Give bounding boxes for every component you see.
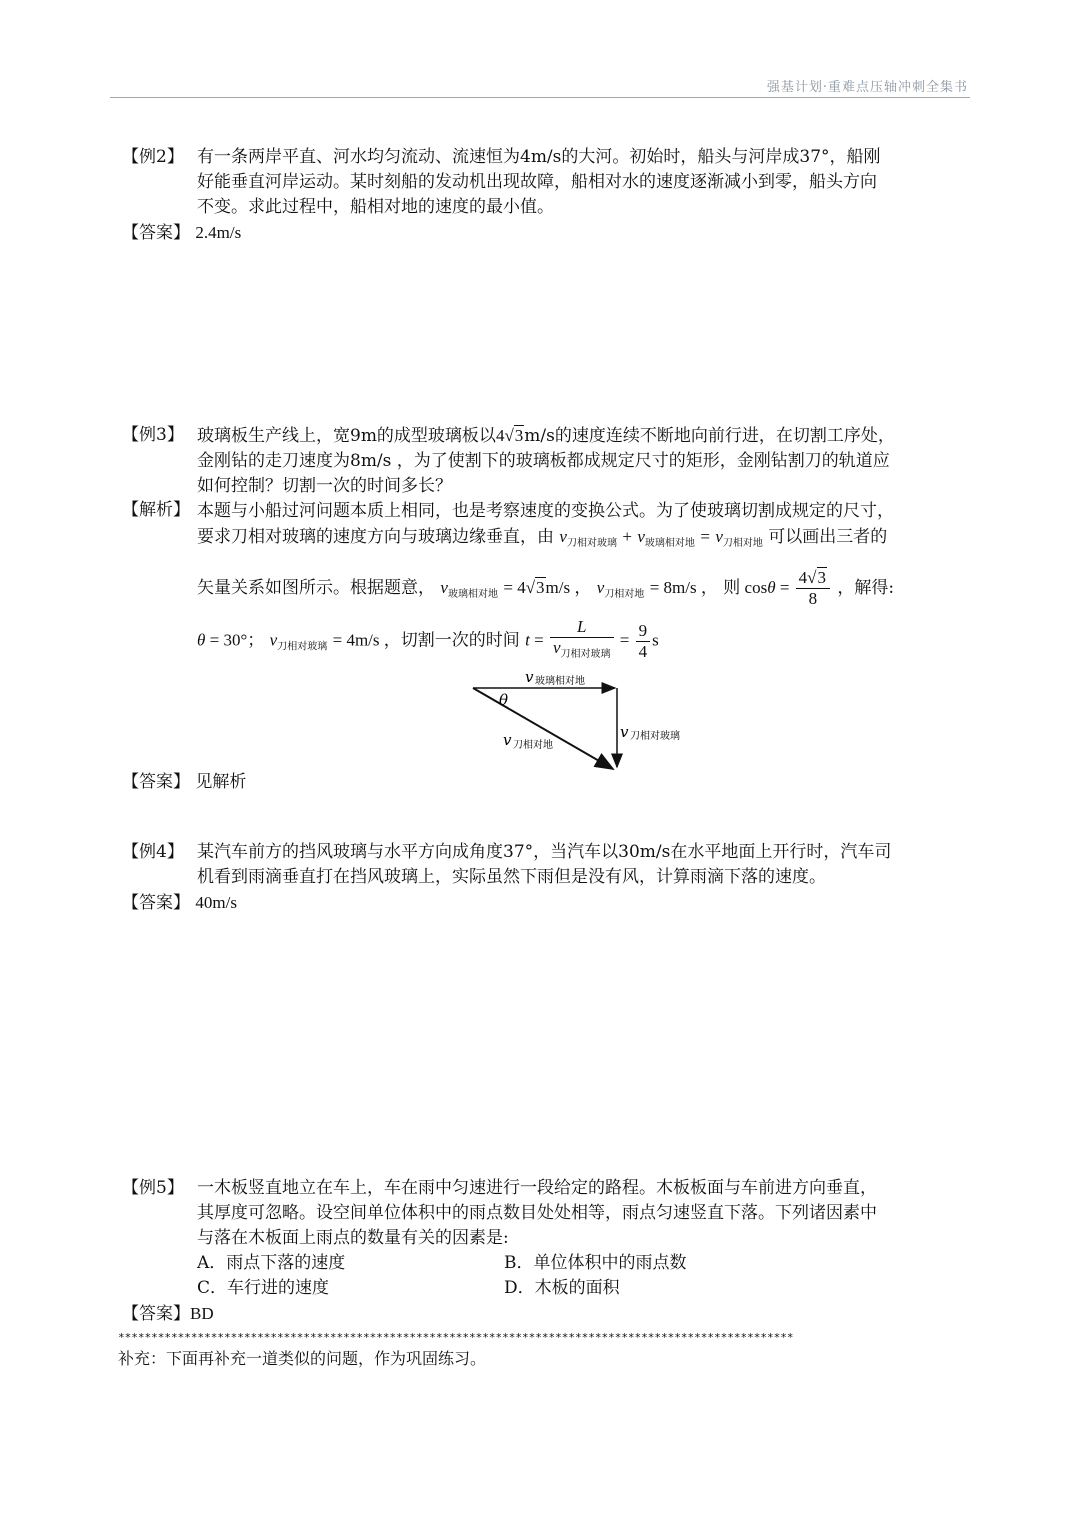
example-5 xyxy=(122,1176,972,1327)
label-right-sub: 刀相对玻璃 xyxy=(630,731,680,742)
example-4-answer xyxy=(122,890,972,916)
analysis-line xyxy=(197,524,972,556)
numerator: 9 xyxy=(636,621,651,642)
option-d: D．木板的面积 xyxy=(504,1278,620,1298)
theta: θ xyxy=(767,578,776,597)
math: = 8m/s ， xyxy=(649,578,718,597)
label-top-sub: 玻璃相对地 xyxy=(535,676,585,687)
example-2 xyxy=(122,145,972,246)
label-hyp: v xyxy=(503,731,512,749)
v-symbol: v xyxy=(553,638,561,657)
v-symbol: v xyxy=(269,630,278,650)
math: m/s ， xyxy=(545,578,592,597)
numerator: 4 xyxy=(798,568,808,587)
example-2-line: 有一条两岸平直、河水均匀流动、流速恒为4m/s的大河。初始时，船头与河岸成37°，船刚 xyxy=(197,147,881,167)
math-4: 4 xyxy=(495,426,505,445)
separator-stars: ****************************************************************************************************** xyxy=(118,1331,794,1344)
example-3-line: 玻璃板生产线上，宽9m的成型玻璃板以4√3m/s的速度连续不断地向前行进，在切割工序处， xyxy=(197,426,895,446)
v-symbol: v xyxy=(559,527,567,546)
supplement-text: 补充：下面再补充一道类似的问题，作为巩固练习。 xyxy=(118,1349,487,1368)
text: m/s的速度连续不断地向前行进，在切割工序处， xyxy=(524,426,895,446)
v-symbol: v xyxy=(440,578,448,597)
option-b: B．单位体积中的雨点数 xyxy=(504,1253,687,1273)
answer-value: BD xyxy=(190,1304,214,1323)
text: 玻璃板生产线上，宽9m的成型玻璃板以 xyxy=(197,426,496,446)
example-4 xyxy=(122,840,972,916)
vector-knife-ground xyxy=(473,688,613,769)
analysis-tag: 【解析】 xyxy=(122,500,190,520)
unit: s xyxy=(652,630,659,650)
answer-tag: 【答案】 xyxy=(122,772,190,792)
plus: + xyxy=(622,527,632,546)
option-c: C．车行进的速度 xyxy=(197,1278,330,1298)
label-top: v xyxy=(525,668,534,686)
fraction-cos: $\frac{4√3}{8}$ xyxy=(796,568,830,609)
example-5-line: 与落在木板面上雨点的数量有关的因素是: xyxy=(197,1228,509,1248)
example-2-line: 好能垂直河岸运动。某时刻船的发动机出现故障，船相对水的速度逐渐减小到零，船头方向 xyxy=(197,172,877,192)
fraction-time xyxy=(550,617,614,665)
answer-value: 40m/s xyxy=(195,893,237,912)
text: ，解得: xyxy=(837,578,895,598)
math: = 30°； xyxy=(205,630,265,650)
v-symbol: v xyxy=(637,527,645,546)
subscript: 刀相对玻璃 xyxy=(277,641,328,653)
option-a: A．雨点下落的速度 xyxy=(197,1253,346,1273)
example-5-tag: 【例5】 xyxy=(122,1178,184,1198)
answer-tag: 【答案】 xyxy=(122,1304,190,1324)
v-symbol: v xyxy=(596,578,605,597)
example-4-line: 机看到雨滴垂直打在挡风玻璃上，实际虽然下雨但是没有风，计算雨滴下落的速度。 xyxy=(197,867,826,887)
text: 要求刀相对玻璃的速度方向与玻璃边缘垂直，由 xyxy=(197,527,554,547)
example-5-answer xyxy=(122,1301,972,1327)
numerator: L xyxy=(550,617,614,638)
equals: = xyxy=(775,578,794,597)
example-2-line: 不变。求此过程中，船相对地的速度的最小值。 xyxy=(197,197,554,217)
label-hyp-sub: 刀相对地 xyxy=(513,740,553,751)
subscript: 玻璃相对地 xyxy=(644,538,695,549)
label-angle: θ xyxy=(499,691,509,709)
example-5-line: 其厚度可忽略。设空间单位体积中的雨点数目处处相等，雨点匀速竖直下落。下列诸因素中 xyxy=(197,1203,877,1223)
answer-tag: 【答案】 xyxy=(122,223,190,243)
example-3 xyxy=(122,423,972,665)
answer-value: 2.4m/s xyxy=(195,223,242,242)
example-3-line: 如何控制？切割一次的时间多长？ xyxy=(197,476,452,496)
denominator: 4 xyxy=(638,641,648,661)
subscript: 刀相对地 xyxy=(722,538,763,549)
example-2-tag: 【例2】 xyxy=(122,147,184,167)
example-2-answer xyxy=(122,220,972,246)
example-4-line: 某汽车前方的挡风玻璃与水平方向成角度37°，当汽车以30m/s在水平地面上开行时，汽车司 xyxy=(197,842,892,862)
equals: = xyxy=(615,630,634,650)
analysis-line: 矢量关系如图所示。根据题意， $v_{玻璃相对地} = 4√3m/s$ ， $v_{刀相对地} = 8m/s$ ， 则 cosθ = $\frac{4√3}{8}$ ，解得: xyxy=(197,568,895,608)
math-sqrt3: 3 xyxy=(514,426,524,445)
v-symbol: v xyxy=(715,527,723,546)
example-3-line: 金刚钻的走刀速度为8m/s ，为了使割下的玻璃板都成规定尺寸的矩形，金刚钻割刀的轨道应 xyxy=(197,451,890,471)
analysis-line: 本题与小船过河问题本质上相同，也是考察速度的变换公式。为了使玻璃切割成规定的尺寸， xyxy=(197,501,894,521)
example-3-tag: 【例3】 xyxy=(122,425,184,445)
text: 可以画出三者的 xyxy=(768,527,888,547)
text: 矢量关系如图所示。根据题意， xyxy=(197,578,435,598)
math-sqrt3: 3 xyxy=(536,578,545,597)
example-5-options xyxy=(197,1251,972,1301)
answer-value: 见解析 xyxy=(195,772,247,792)
t-symbol: t xyxy=(525,630,530,650)
math: 则 cos xyxy=(723,578,768,597)
equals: = xyxy=(700,527,710,546)
subscript: 刀相对玻璃 xyxy=(560,649,611,660)
fraction-result xyxy=(636,621,651,662)
example-5-line: 一木板竖直地立在车上，车在雨中匀速进行一段给定的路程。木板板面与车前进方向垂直， xyxy=(197,1178,877,1198)
sqrt3: 3 xyxy=(817,568,826,587)
denominator: 8 xyxy=(808,589,818,608)
equals: = xyxy=(529,630,548,650)
math: = 4 xyxy=(503,578,526,597)
header-rule xyxy=(110,97,970,98)
answer-tag: 【答案】 xyxy=(122,893,190,913)
header-title: 强基计划·重难点压轴冲刺全集书 xyxy=(766,80,968,95)
example-3-answer xyxy=(122,770,972,795)
label-right: v xyxy=(620,723,629,741)
subscript: 刀相对玻璃 xyxy=(566,538,617,549)
theta: θ xyxy=(197,630,206,650)
example-4-tag: 【例4】 xyxy=(122,842,184,862)
vector-diagram xyxy=(465,665,705,775)
text: = 4m/s ，切割一次的时间 xyxy=(332,630,520,650)
analysis-line xyxy=(197,617,972,665)
subscript: 玻璃相对地 xyxy=(447,589,498,600)
subscript: 刀相对地 xyxy=(604,589,645,600)
